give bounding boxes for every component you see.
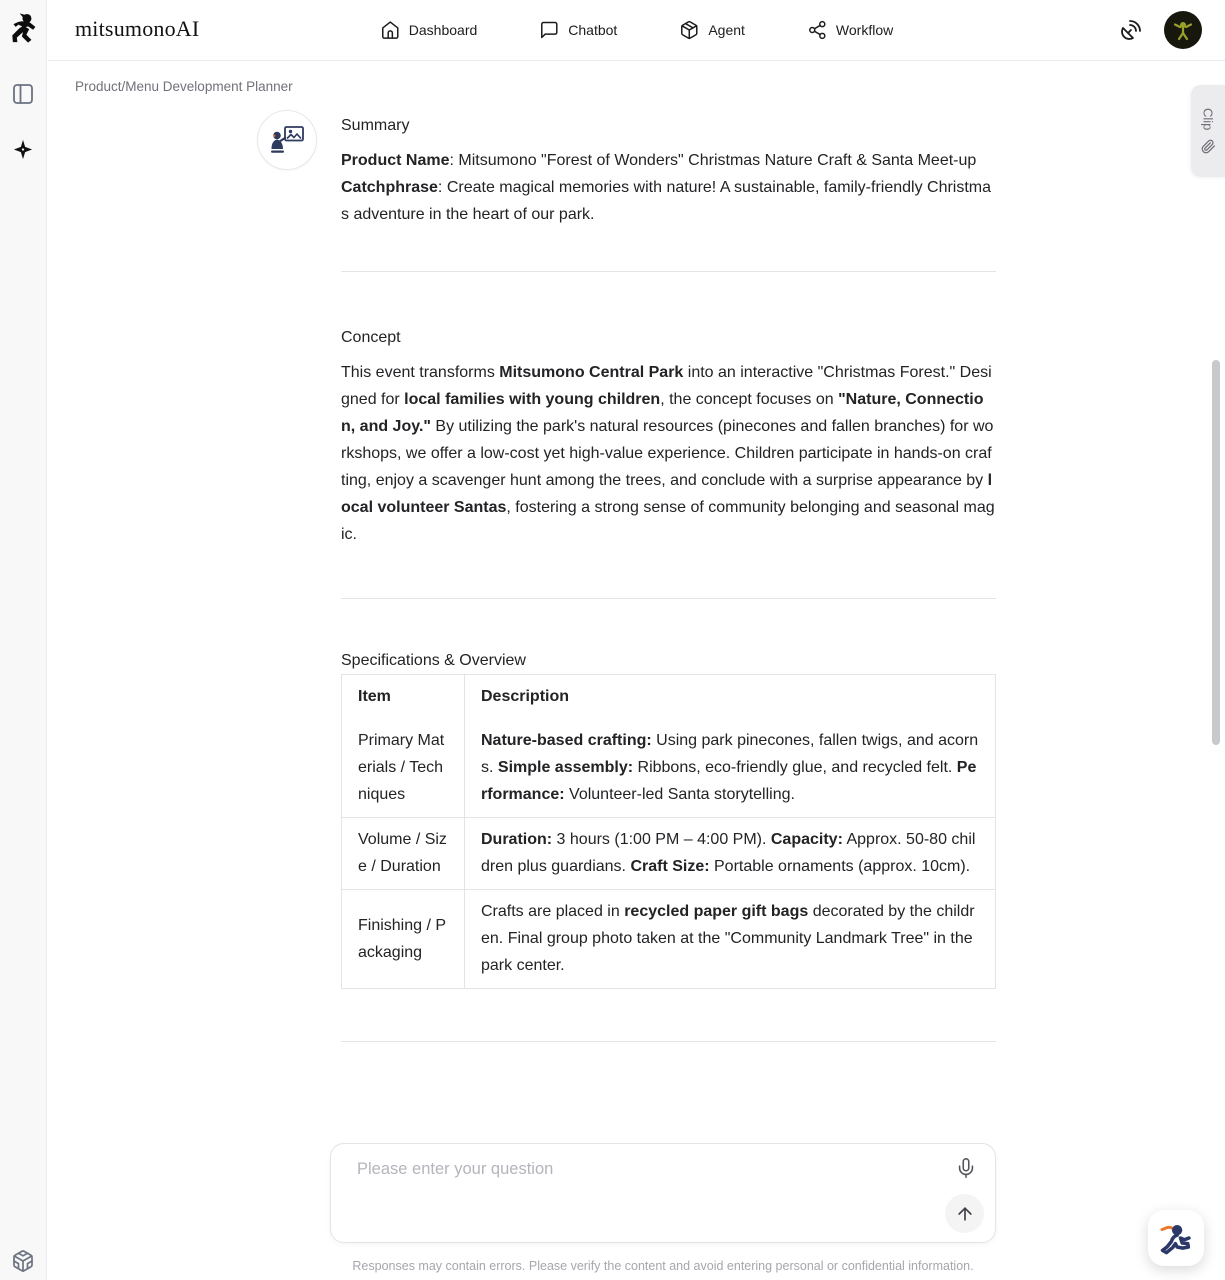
specs-title: Specifications & Overview [341, 652, 526, 669]
nav-chatbot[interactable] [539, 20, 617, 40]
panel-toggle-icon[interactable] [11, 82, 35, 106]
summary-title: Summary [341, 117, 410, 134]
section-divider [341, 271, 996, 272]
package-icon [679, 20, 699, 40]
chat-bubble-icon [539, 20, 559, 40]
row-desc-cell: Duration: 3 hours (1:00 PM – 4:00 PM). Capacity: Approx. 50-80 children plus guardians. Craft Size: Portable ornaments (approx. 10cm). [465, 818, 996, 890]
nav-chatbot-label: Chatbot [568, 22, 618, 38]
nav-agent[interactable] [679, 20, 745, 40]
nav-workflow[interactable] [807, 20, 893, 40]
catchphrase-line: Catchphrase: Create magical memories with nature! A sustainable, family-friendly Christmas adventure in the heart of our park. [341, 179, 992, 223]
question-input[interactable] [355, 1158, 915, 1228]
satellite-dish-icon[interactable] [1119, 18, 1143, 42]
row-desc-cell: Nature-based crafting: Using park pinecones, fallen twigs, and acorns. Simple assembly: Ribbons, eco-friendly glue, and recycled felt. Performance: Volunteer-led Santa storytelling. [481, 732, 979, 803]
arrow-up-icon [955, 1204, 975, 1224]
section-divider [341, 598, 996, 599]
table-header-row [342, 675, 996, 720]
top-bar [48, 0, 1225, 61]
disclaimer-text: Responses may contain errors. Please verify the content and avoid entering personal or confidential information. [352, 1259, 974, 1273]
table-row [342, 890, 996, 989]
table-row [342, 719, 996, 818]
left-rail [0, 0, 47, 1280]
scrollbar-thumb[interactable] [1212, 360, 1220, 745]
clip-tab-label: Clip [1200, 108, 1216, 131]
main-nav [380, 0, 893, 60]
composer [330, 1143, 996, 1243]
microphone-icon[interactable] [955, 1157, 977, 1179]
assistant-message [341, 112, 996, 1042]
send-button[interactable] [945, 1194, 984, 1233]
codesandbox-icon[interactable] [11, 1249, 35, 1273]
product-name-line: Product Name: Mitsumono "Forest of Wonders" Christmas Nature Craft & Santa Meet-up [341, 152, 977, 169]
concept-title: Concept [341, 329, 401, 346]
top-right-actions [1119, 0, 1202, 60]
col-header-item: Item [342, 675, 465, 720]
section-divider [341, 1041, 996, 1042]
table-row [342, 818, 996, 890]
user-avatar[interactable] [1164, 11, 1202, 49]
assistant-fab[interactable] [1148, 1210, 1204, 1266]
summary-paragraph [341, 147, 996, 228]
row-item-cell: Finishing / Packaging [342, 890, 465, 989]
ninja-presenter-icon [268, 125, 306, 155]
home-icon [380, 20, 400, 40]
row-item-cell: Volume / Size / Duration [342, 818, 465, 890]
nav-dashboard-label: Dashboard [408, 22, 478, 38]
ninja-assistant-icon [1158, 1220, 1194, 1256]
row-desc-cell: Crafts are placed in recycled paper gift bags decorated by the children. Final group photo taken at the "Community Landmark Tree" in the park center. [465, 890, 996, 989]
row-item-cell: Primary Materials / Techniques [342, 719, 465, 818]
nav-dashboard[interactable] [380, 20, 478, 40]
brand-name: mitsumonoAI [75, 16, 200, 41]
nav-agent-label: Agent [708, 22, 745, 38]
clip-tab[interactable] [1191, 85, 1225, 177]
nav-workflow-label: Workflow [835, 22, 894, 38]
concept-paragraph: This event transforms Mitsumono Central Park into an interactive "Christmas Forest." Designed for local families with young children, the concept focuses on "Nature, Connection, and Joy." By utilizing the park's natural resources (pinecones and fallen branches) for workshops, we offer a low-cost yet high-value experience. Children participate in hands-on crafting, enjoy a scavenger hunt among the trees, and conclude with a surprise appearance by local volunteer Santas, fostering a strong sense of community belonging and seasonal magic. [341, 364, 995, 543]
col-header-description: Description [481, 688, 570, 705]
sparkles-icon[interactable] [12, 138, 35, 161]
assistant-avatar [257, 110, 317, 170]
breadcrumb: Product/Menu Development Planner [75, 79, 293, 94]
paperclip-icon [1201, 139, 1216, 154]
specs-table [341, 674, 996, 989]
ninja-logo-icon[interactable] [5, 9, 41, 47]
share-nodes-icon [807, 20, 827, 40]
